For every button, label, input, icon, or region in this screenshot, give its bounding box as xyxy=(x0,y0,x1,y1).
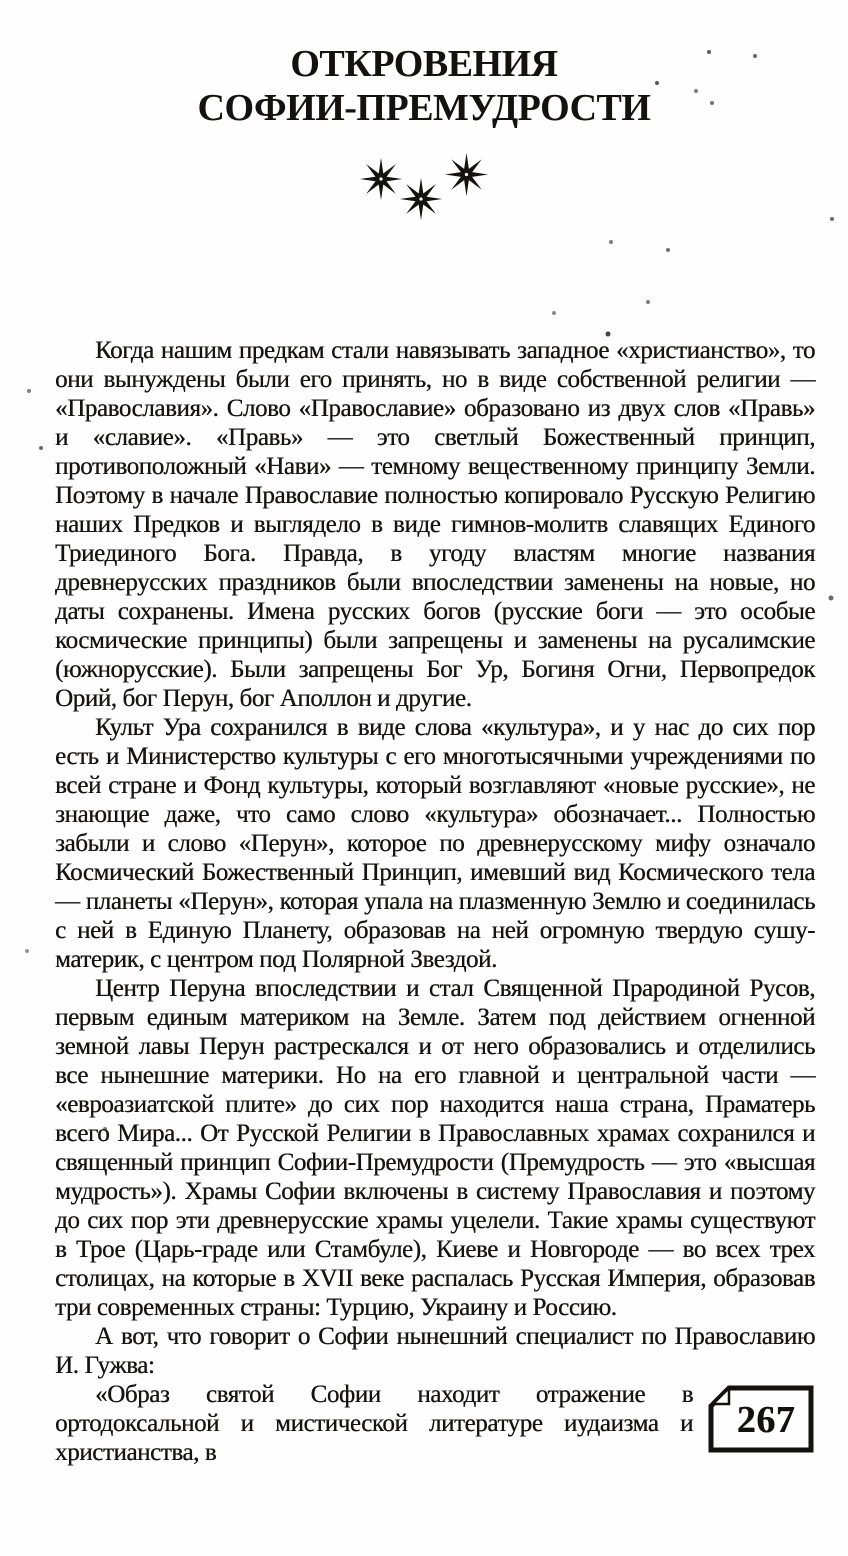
paragraph: А вот, что говорит о Софии нынешний специалист по Православию И. Гужва: xyxy=(55,1323,815,1379)
eight-pointed-star-icon xyxy=(398,176,444,222)
page-title xyxy=(0,42,848,130)
paragraph: Когда нашим предкам стали навязывать западное «христианство», то они вынуждены были его принять, но в виде собственной религии — «Православия». Слово «Православие» образовано из двух слов «Правь» и «славие». «Правь» — это светлый Божественный принцип, противоположный «Нави» — темному вещественному принципу Земли. Поэтому в начале Православие полностью копировало Русскую Религию наших Предков и выглядело в виде гимнов-молитв славящих Единого Триединого Бога. Правда, в угоду властям многие названия древнерусских праздников были впоследствии заменены на новые, но даты сохранены. Имена русских богов (русские боги — это особые космические принципы) были запрещены и заменены на русалимские (южнорусские). Были запрещены Бог Ур, Богиня Огни, Первопредок Орий, бог Перун, бог Аполлон и другие. xyxy=(55,337,815,712)
eight-pointed-star-icon xyxy=(443,151,490,198)
page-number-badge xyxy=(707,1384,815,1454)
scan-specks xyxy=(0,0,2,2)
paragraph: «Образ святой Софии находит отражение в ортодоксальной и мистической литературе иудаизма и христианства, в xyxy=(55,1381,693,1466)
final-paragraph-block xyxy=(55,1380,815,1467)
page-number: 267 xyxy=(736,1399,796,1441)
title-line-1: ОТКРОВЕНИЯ xyxy=(290,43,558,85)
body-text xyxy=(55,336,815,1467)
title-line-2: СОФИИ-ПРЕМУДРОСТИ xyxy=(197,87,651,129)
paragraph: Центр Перуна впоследствии и стал Священной Прародиной Русов, первым единым материком на Земле. Затем под действием огненной земной лавы Перун растрескался и от него образовались и отделились все нынешние материки. Но на его главной и центральной части — «евроазиатской плите» до сих пор находится наша страна, Праматерь всего Мира... От Русской Религии в Православных храмах сохранился и священный принцип Софии-Премудрости (Премудрость — это «высшая мудрость»). Храмы Софии включены в систему Православия и поэтому до сих пор эти древнерусские храмы уцелели. Такие храмы существуют в Трое (Царь-граде или Стамбуле), Киеве и Новгороде — во всех трех столицах, на которые в XVII веке распалась Русская Империя, образовав три современных страны: Турцию, Украину и Россию. xyxy=(55,975,815,1321)
paragraph: Культ Ура сохранился в виде слова «культура», и у нас до сих пор есть и Министерство культуры с его многотысячными учреждениями по всей стране и Фонд культуры, который возглавляют «новые русские», не знающие даже, что само слово «культура» обозначает... Полностью забыли и слово «Перун», которое по древнерусскому мифу означало Космический Божественный Принцип, имевший вид Космического тела — планеты «Перун», которая упала на плазменную Землю и соединилась с ней в Единую Планету, образовав на ней огромную твердую сушу-материк, с центром под Полярной Звездой. xyxy=(55,714,815,973)
eight-pointed-star-icon xyxy=(358,156,404,202)
